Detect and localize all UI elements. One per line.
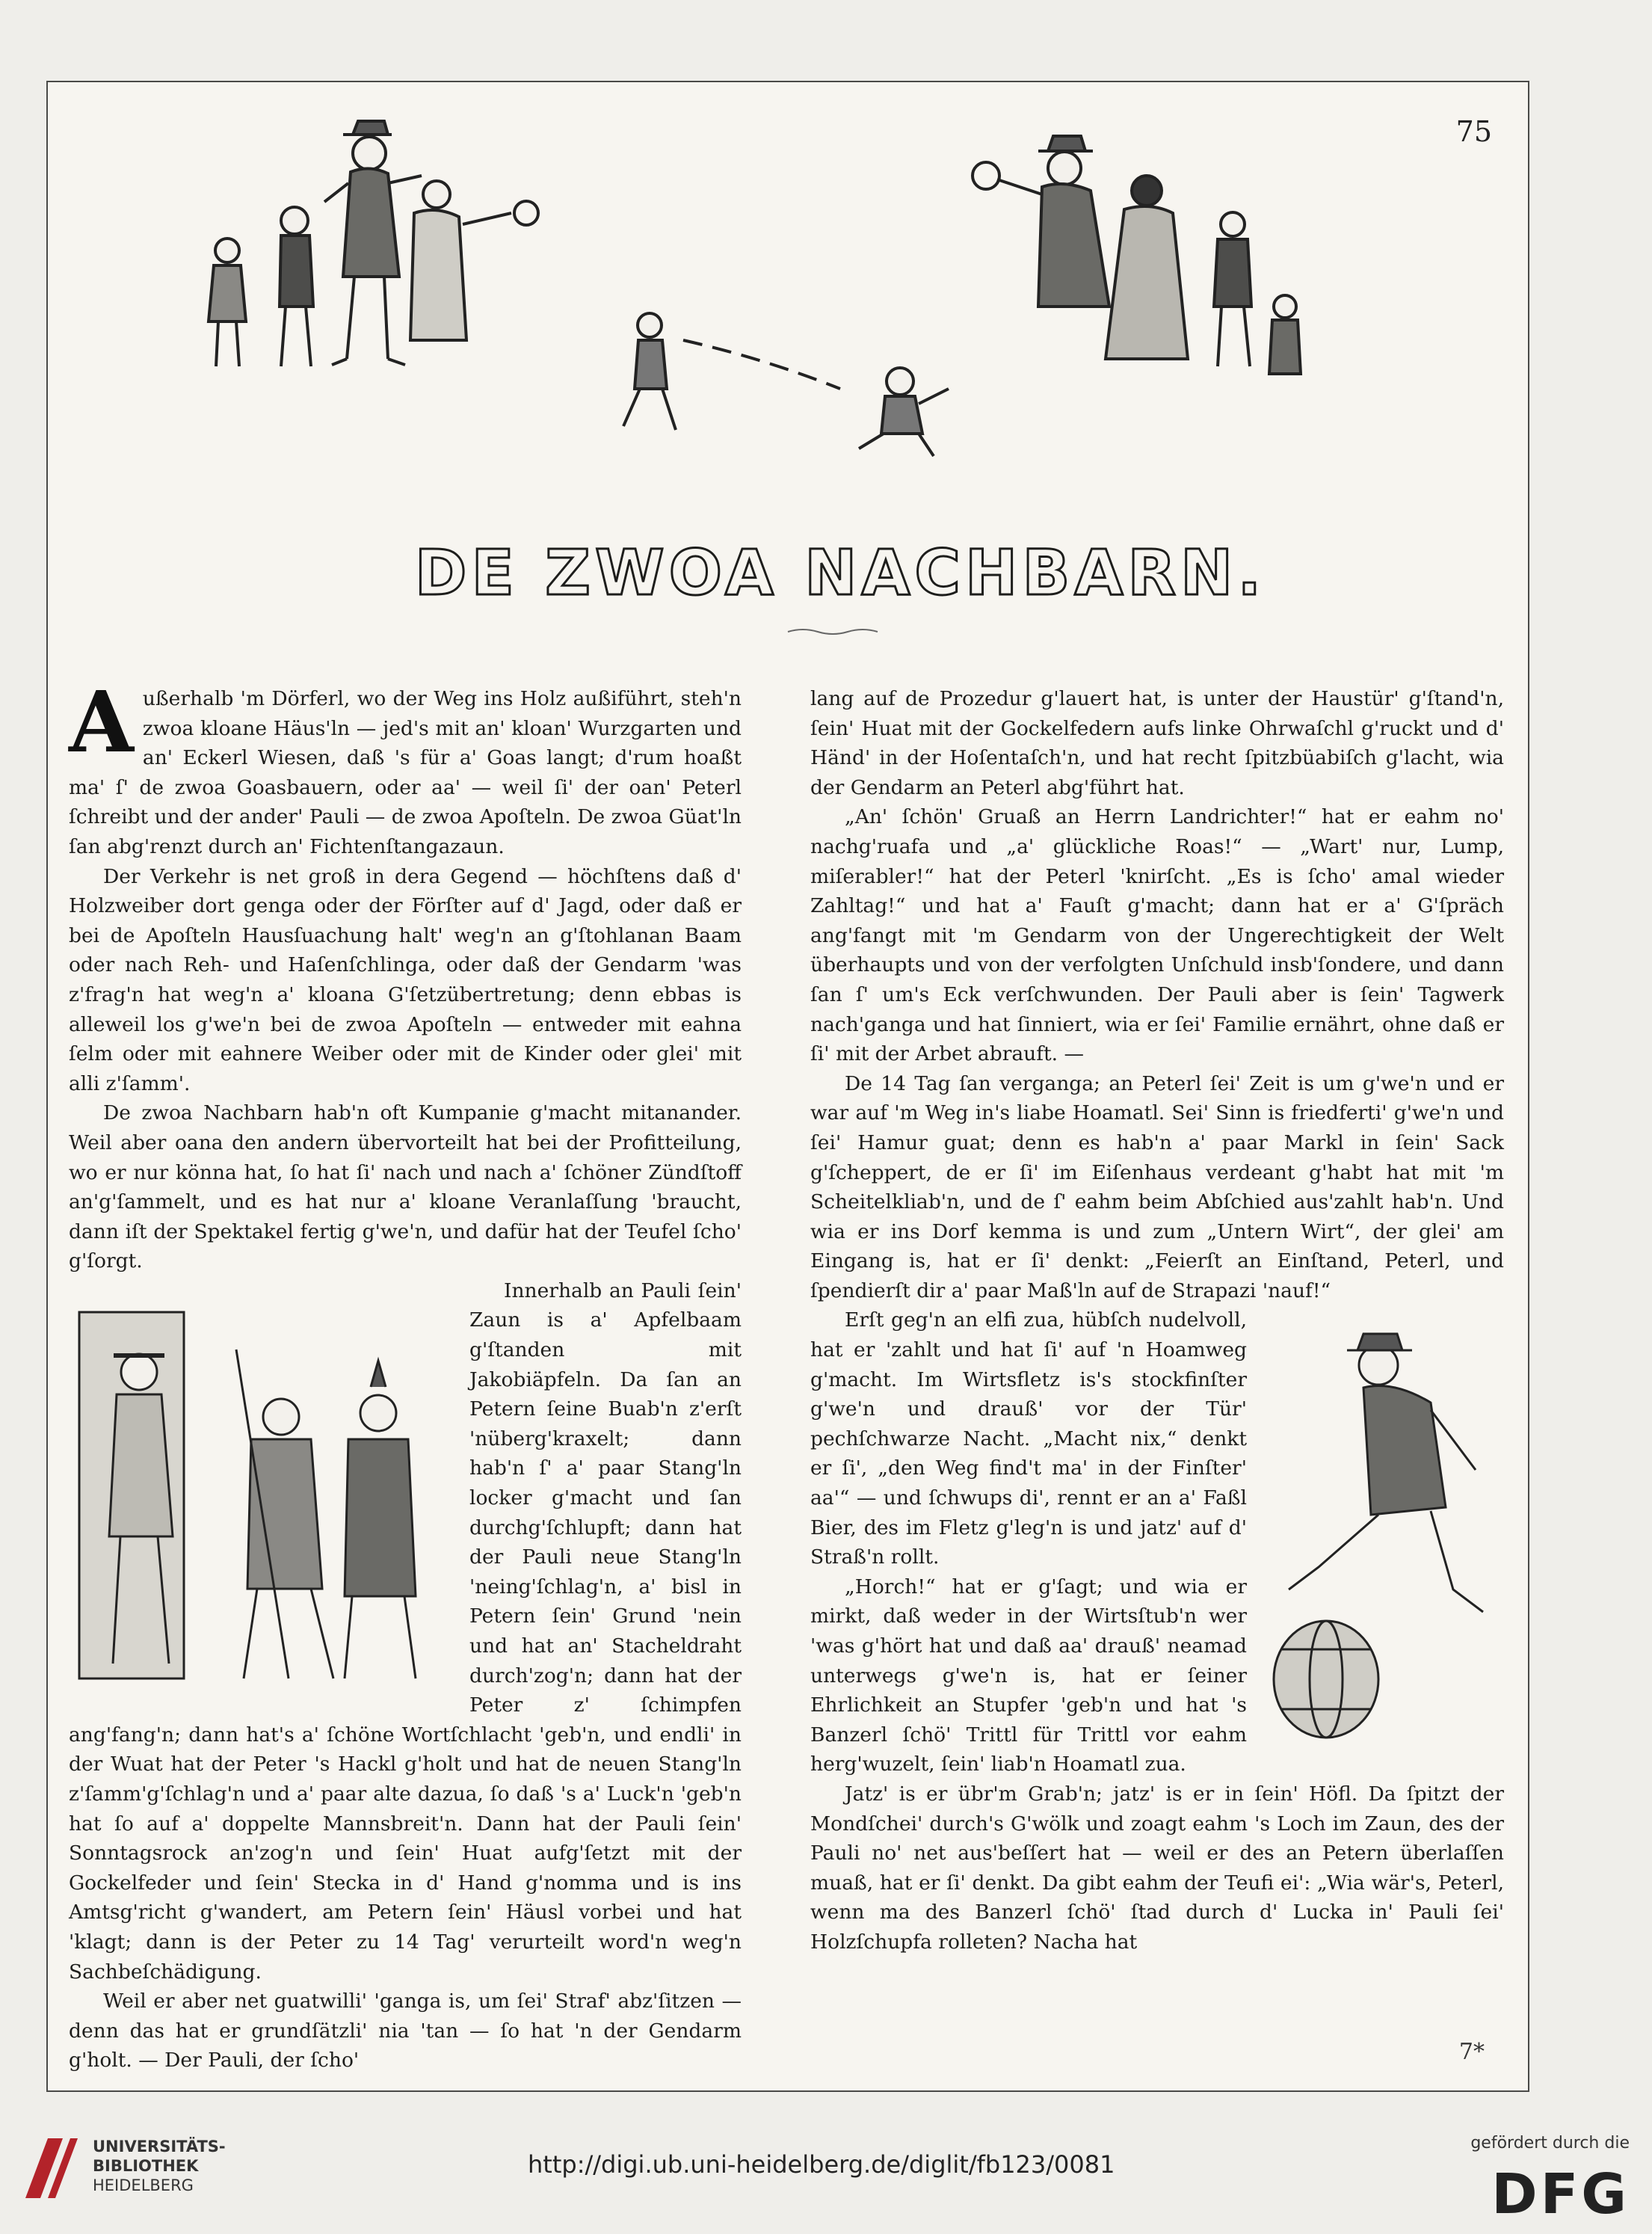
dfg-logo: DFG	[1491, 2162, 1630, 2227]
article-title: DE ZWOA NACHBARN.	[414, 536, 1266, 609]
paragraph: Weil er aber net guatwilli' 'ganga is, um ſei' Straf' abz'ſitzen — denn das hat er grundſätzli' nia 'tan — ſo hat 'n der Gendarm g'holt. — Der Pauli, der ſcho'	[69, 1990, 742, 2073]
paragraph: „An' ſchön' Gruaß an Herrn Landrichter!“ hat er eahm no' nachg'ruafa und „a' glückliche Roas!“ — „Wart' nur, Lump, miſerabler!“ hat der Peterl 'knirſcht. „Es is ſcho' amal wieder Zahltag!“ und hat a' Fauſt g'macht; dann hat er a' G'ſpräch ang'fangt mit 'm Gendarm von der Ungerechtigkeit der Welt überhaupts und von der verfolgten Unſchuld insb'ſondere, und dann ſan ſ' um's Eck verſchwunden. Der Pauli aber is ſein' Tagwerk nach'ganga und hat ſinniert, wia er ſei' Familie ernährt, ohne daß er ſi' mit der Arbet abrauft. —	[810, 805, 1504, 1066]
institution-line: BIBLIOTHEK	[93, 2157, 199, 2175]
article-column-right	[810, 684, 1504, 1957]
paragraph: Erſt geg'n an elfi zua, hübſch nudelvoll, hat er 'zahlt und hat ſi' auf 'n Hoamweg g'macht. Im Wirtsfletz is's stockfinſter g'we'n und drauß' vor der Tür' pechſchwarze Nacht. „Macht nix,“ denkt er ſi', „den Weg find't ma' in der Finſter' aa'“ — und ſchwups di', rennt er an a' Faßl Bier, des im Fletz g'leg'n is und jatz' auf d' Straß'n rollt.	[810, 1308, 1247, 1569]
page-scan	[46, 81, 1529, 2092]
page-number: 75	[1455, 115, 1492, 148]
article-title-lettering	[414, 490, 1266, 639]
university-logo-icon	[18, 2131, 84, 2206]
paragraph: lang auf de Prozedur g'lauert hat, is unter der Haustür' g'ſtand'n, ſein' Huat mit der Gockelfedern aufs linke Ohrwaſchl g'ruckt und d' Händ' in der Hoſentaſch'n, und hat recht ſpitzbüabiſch g'lacht, wia der Gendarm an Peterl abg'führt hat.	[810, 687, 1504, 799]
dropcap: A	[69, 674, 134, 772]
paragraph: Jatz' is er übr'm Grab'n; jatz' is er in ſein' Höfl. Da ſpitzt der Mondſchei' durch's G'wölk und zoagt eahm 's Loch im Zaun, des der Pauli no' net aus'beſſert hat — weil er des an Petern überlaſſen muaß, hat er ſi' denkt. Da gibt eahm der Teufi ei': „Wia wär's, Peterl, wenn ma des Banzerl ſchö' ſtad durch d' Lucka in' Pauli ſei' Holzſchupfa rolleten? Nacha hat	[810, 1782, 1504, 1954]
institution-name	[93, 2137, 226, 2195]
page-signature: 7*	[1458, 2039, 1485, 2065]
header-illustration	[48, 82, 1528, 501]
source-url-link[interactable]: http://digi.ub.uni-heidelberg.de/diglit/fb123/0081	[528, 2150, 1115, 2179]
paragraph: „Horch!“ hat er g'ſagt; und wia er mirkt, daß weder in der Wirtsſtub'n wer 'was g'hört hat und daß aa' drauß' neamad unterwegs g'we'n is, hat er ſeiner Ehrlichkeit an Stupfer 'geb'n und hat 's Banzerl ſchö' Trittl für Trittl vor eahm herg'wuzelt, ſein' liab'n Hoamatl zua.	[810, 1575, 1247, 1776]
paragraph: Innerhalb an Pauli ſein' Zaun is a' Apfelbaam g'ſtanden mit Jakobiäpfeln. Da ſan an Petern ſeine Buab'n z'erſt 'nüberg'kraxelt; dann hab'n ſ' a' paar Stang'ln locker g'macht und ſan durchg'ſchlupft; dann hat der Pauli neue Stang'ln 'neing'ſchlag'n, a' bisl in Petern ſein' Grund 'nein und hat an' Stacheldraht durch'zog'n; dann hat der Peter z' ſchimpfen ang'fang'n; dann hat's a' ſchöne Wortſchlacht 'geb'n, und endli' in der Wuat hat der Peter 's Hackl g'holt und hat de neuen Stang'ln z'ſamm'g'ſchlag'n und a' paar alte dazua, ſo daß 's a' Luck'n 'geb'n hat ſo auf a' doppelte Mannsbreit'n. Dann hat der Pauli ſein' Sonntagsrock an'zog'n und ſein' Huat aufg'ſetzt mit der Gockelfeder und ſein' Stecka in d' Hand g'nomma und is ins Amtsg'richt g'wandert, am Petern ſein' Häusl vorbei und hat 'klagt; dann is der Peter zu 14 Tag' verurteilt word'n weg'n Sachbeſchädigung.	[69, 1278, 742, 1984]
paragraph: De 14 Tag ſan verganga; an Peterl ſei' Zeit is um g'we'n und er war auf 'm Weg in's liabe Hoamatl. Sei' Sinn is friedferti' g'we'n und ſei' Hamur guat; denn es hab'n a' paar Markl in ſein' Sack g'ſcheppert, de er ſi' im Eiſenhaus verdeant g'habt hat mit 'm Scheitelkliab'n, und de ſ' eahm beim Abſchied aus'zahlt hab'n. Und wia er ins Dorf kemma is und zum „Untern Wirt“, der glei' am Eingang is, hat er ſi' denkt: „Feierſt an Einſtand, Peterl, und ſpendierſt dir a' paar Maß'ln auf de Strapazi 'nauf!“	[810, 1071, 1504, 1302]
barrel-rolling-man-illustration	[1259, 1320, 1513, 1739]
paragraph: ußerhalb 'm Dörferl, wo der Weg ins Holz außiführt, steh'n zwoa kloane Häus'ln — jed's mit an' kloan' Wurzgarten und an' Eckerl Wiesen, daß 's für a' Goas langt; d'rum hoaßt ma' ſ' de zwoa Goasbauern, oder aa' — weil ſi' der oan' Peterl ſchreibt und der ander' Pauli — de zwoa Apoſteln. De zwoa Güat'ln ſan abg'renzt durch an' Fichtenſtangazaun.	[69, 687, 742, 858]
institution-line: UNIVERSITÄTS-	[93, 2138, 226, 2155]
gendarm-illustration	[64, 1290, 453, 1701]
paragraph: De zwoa Nachbarn hab'n oft Kumpanie g'macht mitanander. Weil aber oana den andern übervorteilt hat bei der Profitteilung, wo er nur könna hat, ſo hat ſi' nach und nach a' ſchöner Zündſtoff an'g'ſammelt, und es hat nur a' kloane Veranlaſſung 'braucht, dann iſt der Spektakel fertig g'we'n, und dafür hat der Teufel ſcho' g'ſorgt.	[69, 1101, 742, 1273]
funded-by-text: gefördert durch die	[1470, 2134, 1630, 2153]
paragraph: Der Verkehr is net groß in dera Gegend — höchſtens daß d' Holzweiber dort genga oder der Förſter auf d' Jagd, oder daß er bei de Apoſteln Hausſuachung halt' weg'n an g'ſtohlanan Baam oder nach Reh- und Haſenſchlinga, oder daß der Gendarm 'was z'frag'n hat weg'n a' kloana G'ſetzübertretung; denn ebbas is alleweil los g'we'n bei de zwoa Apoſteln — entweder mit eahna ſelm oder mit eahnere Weiber oder mit de Kinder oder glei' mit alli z'ſamm'.	[69, 864, 742, 1095]
footer-bar	[0, 2108, 1652, 2234]
institution-line: HEIDELBERG	[93, 2176, 194, 2194]
article-column-left	[69, 674, 742, 2075]
